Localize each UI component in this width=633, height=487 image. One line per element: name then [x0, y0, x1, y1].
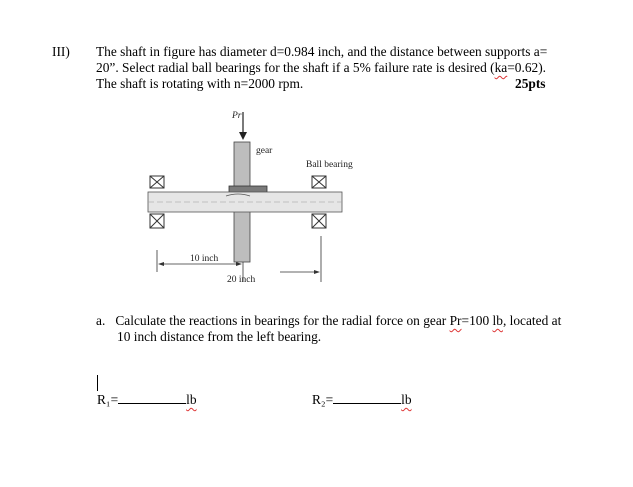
gear-label: gear [256, 146, 273, 156]
r2-label: R₂= [312, 392, 334, 407]
r1-blank[interactable] [118, 392, 186, 404]
question-a-prefix: a. [96, 313, 106, 328]
problem-number: III) [52, 44, 70, 59]
question-a-line-1 [96, 313, 561, 329]
question-a-line-2: 10 inch distance from the left bearing. [117, 329, 322, 344]
force-symbol: Pr [449, 313, 462, 328]
question-a-text: Calculate the reactions in bearings for the radial force on gear [115, 313, 450, 328]
r1-label: R₁= [97, 392, 119, 407]
bearing-label: Ball bearing [306, 160, 353, 170]
r1-unit: lb [186, 392, 197, 407]
points-label: 25pts [515, 76, 546, 91]
text-cursor [97, 375, 98, 391]
problem-line-1: The shaft in figure has diameter d=0.984 inch, and the distance between supports a= [96, 44, 548, 59]
answer-r2[interactable] [312, 392, 412, 408]
problem-line-2-text: 20”. Select radial ball bearings for the shaft if a 5% failure rate is desired ( [96, 60, 495, 75]
problem-line-2-end: =0.62). [507, 60, 547, 75]
question-a-unit: lb [492, 313, 503, 328]
force-label: Pr [232, 111, 242, 121]
force-arrow-head [239, 132, 247, 140]
dim-label-20: 20 inch [227, 275, 256, 285]
question-a-value: =100 [461, 313, 493, 328]
r2-unit: lb [401, 392, 412, 407]
question-a-end: , located at [502, 313, 562, 328]
answer-r1[interactable] [97, 392, 197, 408]
dim-label-10: 10 inch [190, 254, 219, 264]
r2-blank[interactable] [333, 392, 401, 404]
ka-symbol: ka [494, 60, 508, 75]
problem-line-3: The shaft is rotating with n=2000 rpm. [96, 76, 304, 91]
